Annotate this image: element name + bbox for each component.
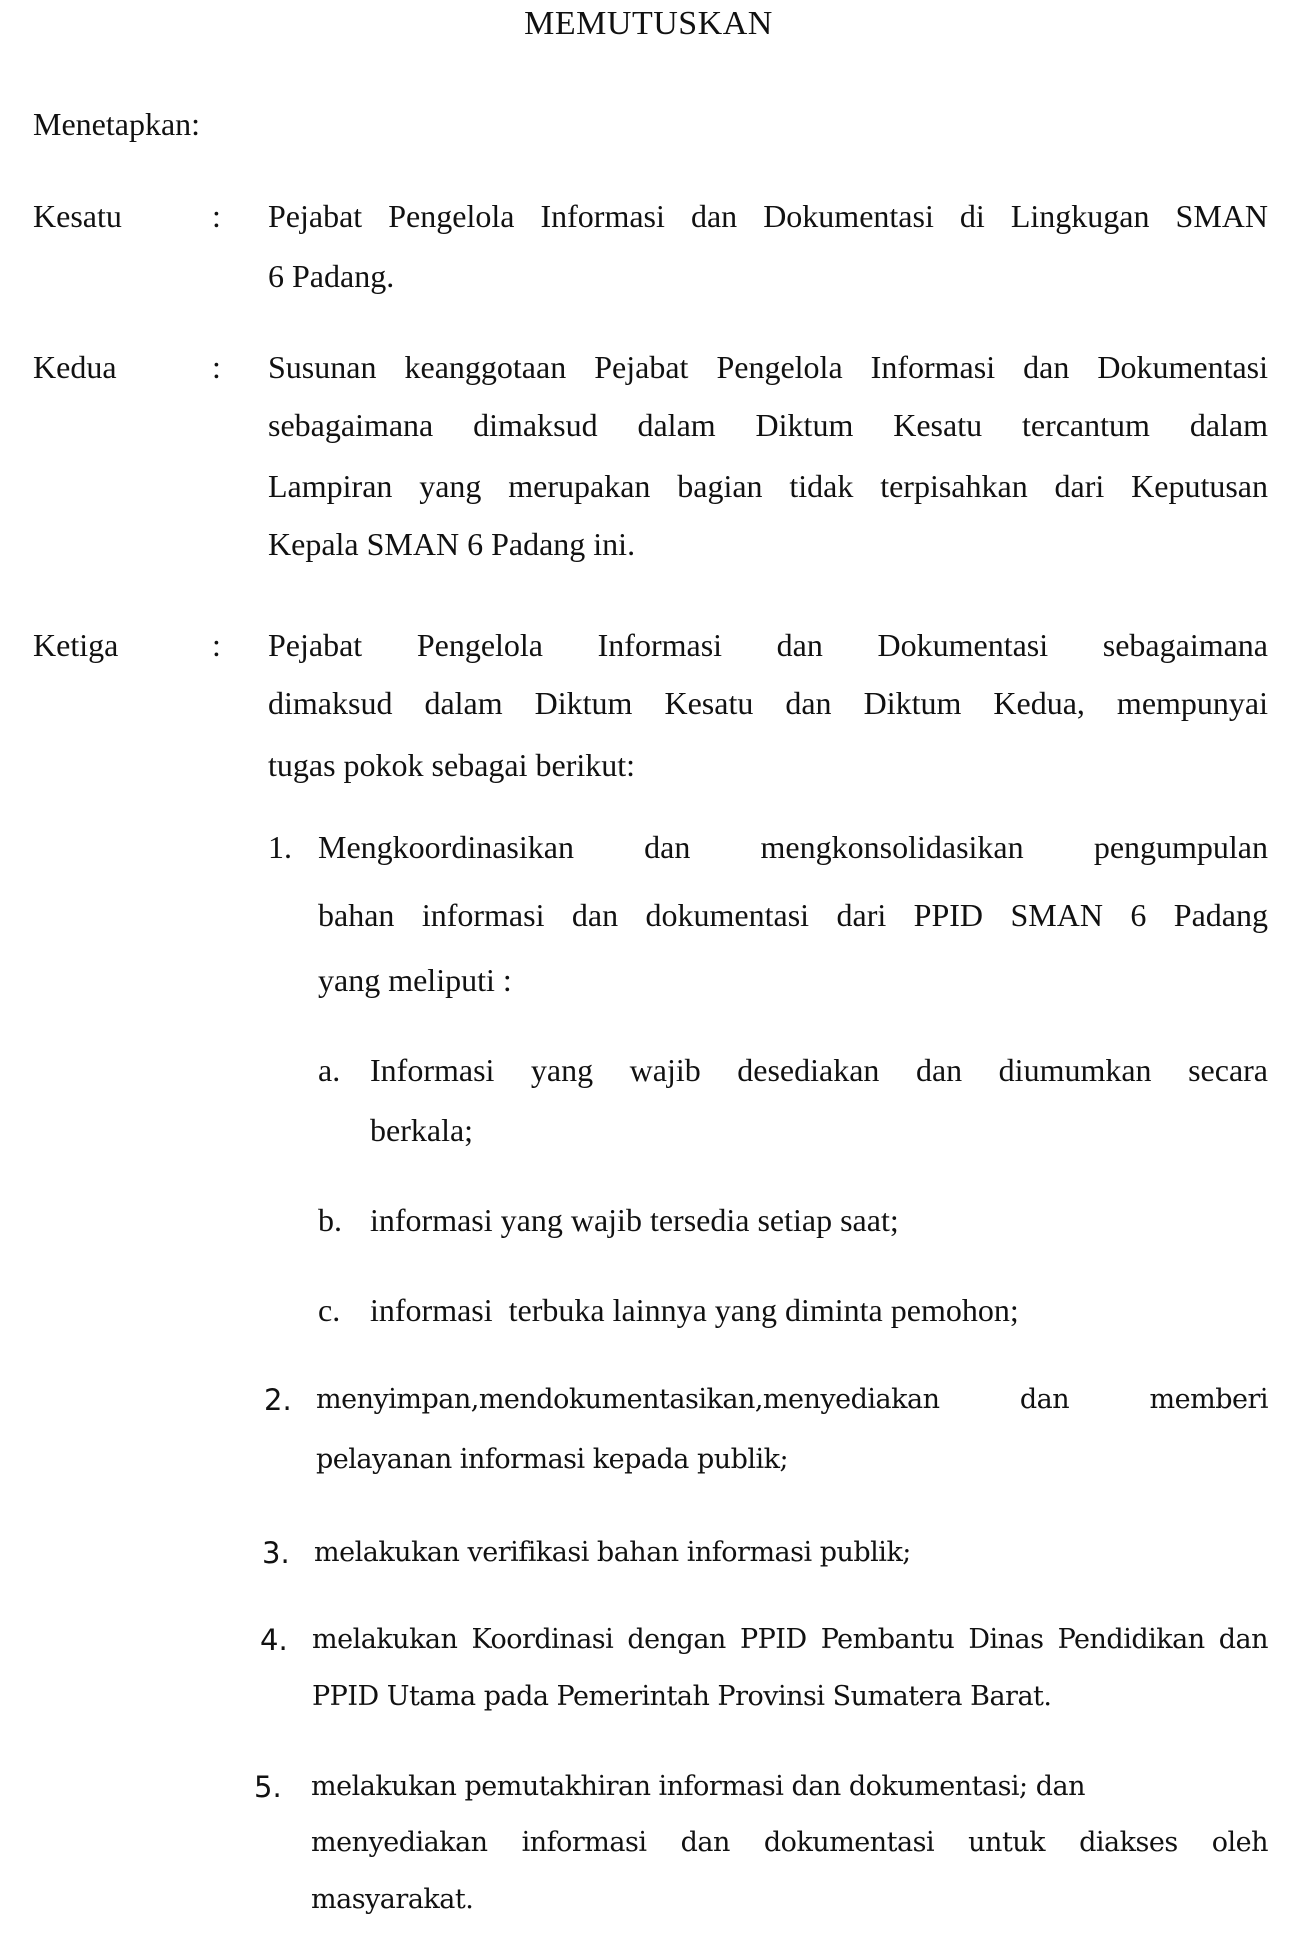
diktum-line: 6 Padang. <box>268 258 395 294</box>
task-number: 5. <box>254 1770 282 1804</box>
diktum-separator: : <box>212 198 221 234</box>
task-line: menyimpan,mendokumentasikan,menyediakan dan memberi <box>316 1384 1268 1415</box>
diktum-line: Pejabat Pengelola Informasi dan Dokumentasi sebagaimana <box>268 627 1268 663</box>
diktum-separator: : <box>212 349 221 385</box>
diktum-label: Kesatu <box>33 198 122 234</box>
task-number: 1. <box>268 829 292 865</box>
subitem-letter: c. <box>318 1292 341 1328</box>
task-line: yang meliputi : <box>318 962 512 998</box>
subitem-line: informasi yang wajib tersedia setiap saat; <box>370 1202 899 1238</box>
decision-title: MEMUTUSKAN <box>524 5 773 42</box>
diktum-separator: : <box>212 627 221 663</box>
subitem-letter: a. <box>318 1052 341 1088</box>
task-number: 3. <box>262 1536 290 1570</box>
diktum-label: Ketiga <box>33 627 119 663</box>
subitem-letter: b. <box>318 1202 342 1238</box>
task-line: melakukan verifikasi bahan informasi publik; <box>314 1537 911 1568</box>
task-line: masyarakat. <box>311 1884 474 1915</box>
menetapkan-label: Menetapkan: <box>33 106 201 142</box>
subitem-line: informasi terbuka lainnya yang diminta pemohon; <box>370 1292 1019 1328</box>
task-line: pelayanan informasi kepada publik; <box>316 1444 789 1475</box>
task-number: 2. <box>264 1383 292 1417</box>
task-number: 4. <box>260 1623 288 1657</box>
diktum-line: tugas pokok sebagai berikut: <box>268 747 636 783</box>
task-line: Mengkoordinasikan dan mengkonsolidasikan pengumpulan <box>318 829 1268 865</box>
diktum-line: Lampiran yang merupakan bagian tidak terpisahkan dari Keputusan <box>268 468 1268 504</box>
diktum-line: Susunan keanggotaan Pejabat Pengelola Informasi dan Dokumentasi <box>268 349 1268 385</box>
subitem-line: berkala; <box>370 1112 474 1148</box>
task-line: melakukan Koordinasi dengan PPID Pembantu Dinas Pendidikan dan <box>312 1624 1268 1655</box>
task-line: bahan informasi dan dokumentasi dari PPID SMAN 6 Padang <box>318 897 1268 933</box>
diktum-line: Kepala SMAN 6 Padang ini. <box>268 526 636 562</box>
subitem-line: Informasi yang wajib desediakan dan diumumkan secara <box>370 1052 1268 1088</box>
task-line: melakukan pemutakhiran informasi dan dokumentasi; dan <box>311 1771 1086 1802</box>
diktum-line: dimaksud dalam Diktum Kesatu dan Diktum Kedua, mempunyai <box>268 685 1268 721</box>
diktum-label: Kedua <box>33 349 117 385</box>
diktum-line: sebagaimana dimaksud dalam Diktum Kesatu tercantum dalam <box>268 407 1268 443</box>
diktum-line: Pejabat Pengelola Informasi dan Dokumentasi di Lingkugan SMAN <box>268 198 1268 234</box>
task-line: PPID Utama pada Pemerintah Provinsi Sumatera Barat. <box>312 1681 1052 1712</box>
task-line: menyediakan informasi dan dokumentasi untuk diakses oleh <box>311 1827 1268 1858</box>
